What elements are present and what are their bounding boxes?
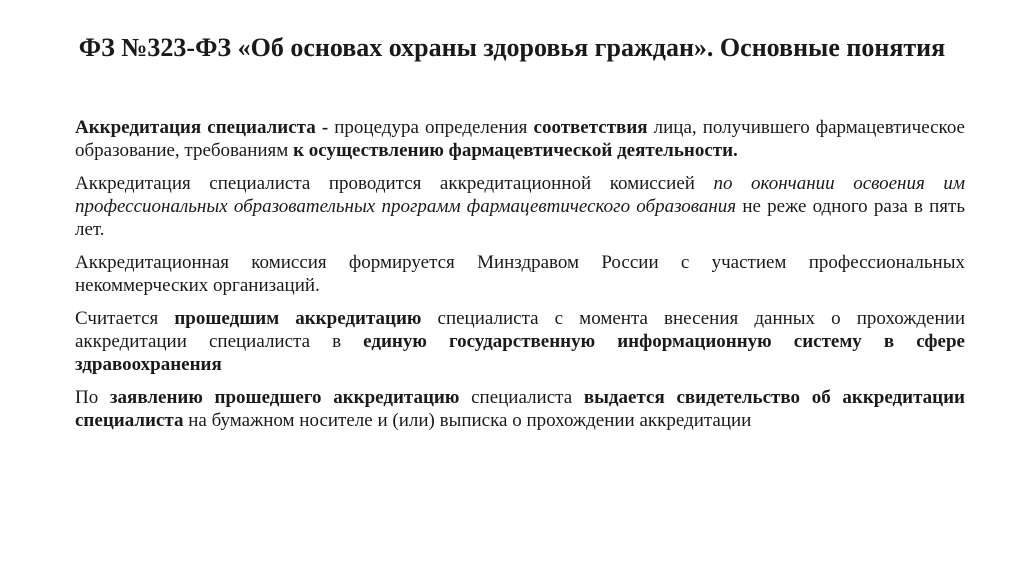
text-segment: Аккредитация специалиста -: [75, 117, 335, 138]
paragraph-commission-formation: [75, 251, 965, 297]
paragraph-accreditation-definition: [75, 116, 965, 162]
text-segment: специалиста: [459, 387, 584, 408]
text-segment: специалиста с момента внесения данных о прохождении аккредитации специалиста в: [75, 308, 965, 352]
text-segment: не реже одного раза в пять лет.: [75, 196, 965, 240]
text-segment: процедура определения: [334, 117, 534, 138]
text-segment: По: [75, 387, 110, 408]
text-segment: по окончании освоения им профессиональных образовательных программ фармацевтического образования: [75, 173, 965, 217]
text-segment: соответствия: [533, 117, 648, 138]
text-segment: Считается: [75, 308, 175, 329]
paragraph-accreditation-commission: [75, 172, 965, 241]
text-segment: выдается свидетельство об аккредитации специалиста: [75, 387, 965, 431]
text-segment: прошедшим аккредитацию: [174, 308, 422, 329]
text-segment: Аккредитационная комиссия формируется Минздравом России с участием профессиональных некоммерческих организаций.: [75, 252, 965, 296]
text-segment: лица, получившего фармацевтическое образование, требованиям: [75, 117, 965, 161]
text-segment: Аккредитация специалиста проводится аккредитационной комиссией: [75, 173, 714, 194]
text-segment: к осуществлению фармацевтической деятельности.: [293, 140, 738, 161]
slide-title: ФЗ №323-ФЗ «Об основах охраны здоровья граждан». Основные понятия: [78, 33, 946, 62]
paragraph-accreditation-passed: [75, 307, 965, 376]
slide-body: [75, 116, 965, 442]
paragraph-certificate-issue: [75, 386, 965, 432]
text-segment: единую государственную информационную систему в сфере здравоохранения: [75, 331, 965, 375]
text-segment: на бумажном носителе и (или) выписка о прохождении аккредитации: [183, 410, 752, 431]
text-segment: заявлению прошедшего аккредитацию: [109, 387, 460, 408]
